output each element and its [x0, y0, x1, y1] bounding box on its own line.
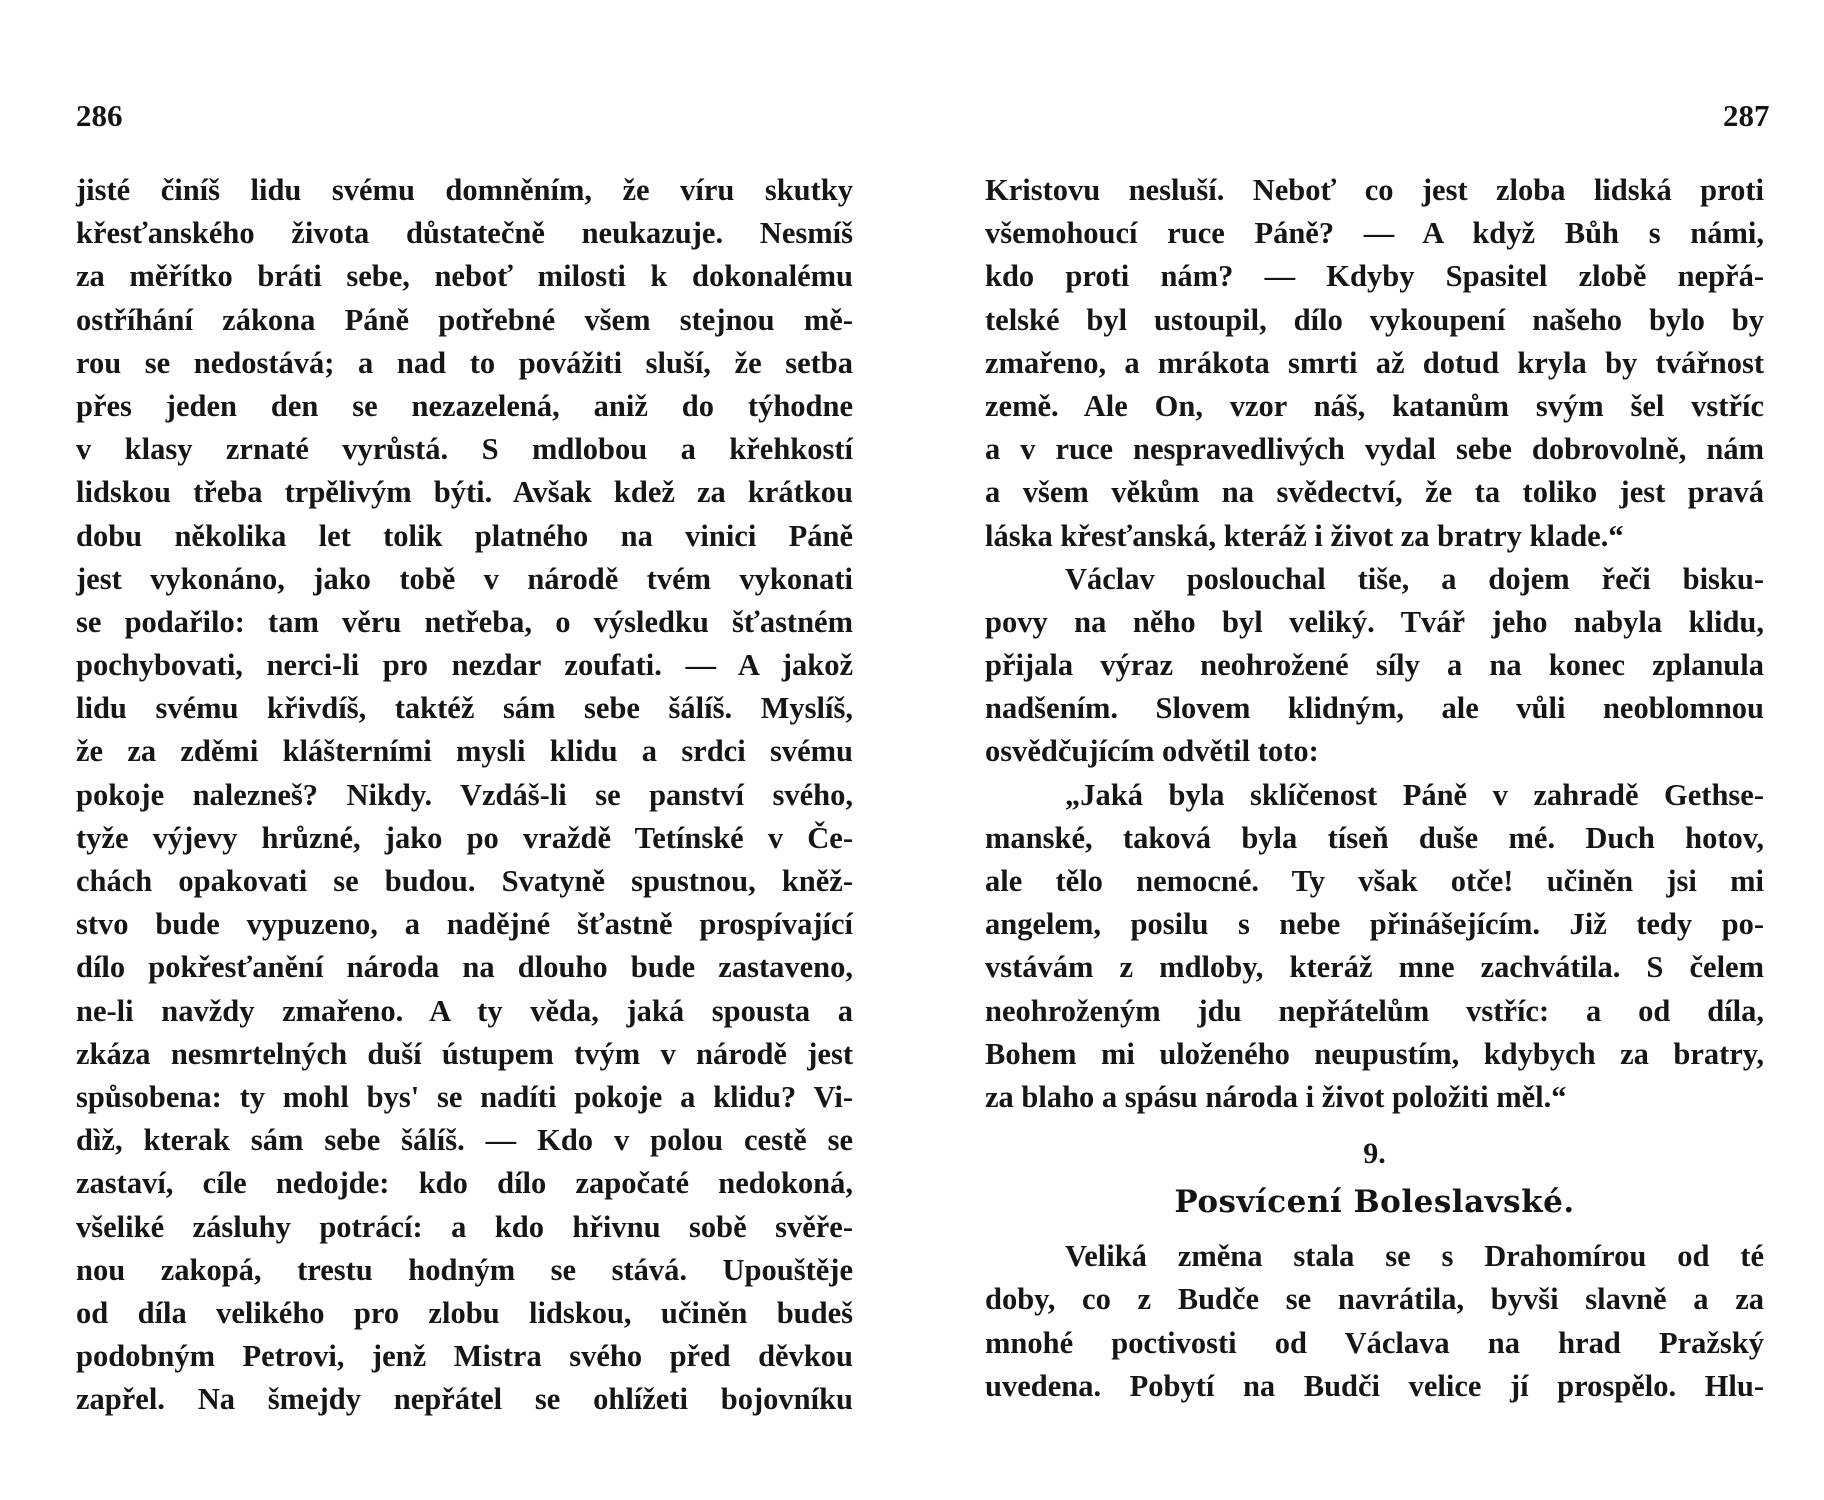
text-line: od díla velikého pro zlobu lidskou, učiněn budeš — [76, 1295, 853, 1330]
text-line: osvědčujícím odvětil toto: — [985, 734, 1319, 769]
page-number-right: 287 — [1723, 98, 1770, 133]
text-line: manské, taková byla tíseň duše mé. Duch hotov, — [985, 820, 1764, 855]
text-line: ne-li navždy zmařeno. A ty věda, jaká spousta a — [76, 993, 853, 1028]
text-line: v klasy zrnaté vyrůstá. S mdlobou a křehkostí — [76, 432, 853, 467]
paragraph-3 — [985, 774, 1764, 1120]
text-line: a v ruce nespravedlivých vydal sebe dobrovolně, nám — [985, 432, 1764, 467]
text-line: lidu svému křivdíš, taktéž sám sebe šálíš. Myslíš, — [76, 691, 853, 726]
text-line: doby, co z Budče se navrátila, byvši slavně a za — [985, 1282, 1764, 1317]
text-line: chách opakovati se budou. Svatyně spustnou, kněž- — [76, 864, 853, 898]
text-line: a všem věkům na svědectví, že ta toliko jest pravá — [985, 475, 1764, 510]
text-line: kdo proti nám? — Kdyby Spasitel zlobě nepřá- — [985, 259, 1764, 294]
text-line: křesťanského života důstatečně neukazuje. Nesmíš — [76, 216, 853, 251]
text-line: za blaho a spásu národa i život položiti měl.“ — [985, 1079, 1567, 1114]
text-line: zastaví, cíle nedojde: kdo dílo započaté nedokoná, — [76, 1166, 853, 1201]
text-line: všemohoucí ruce Páně? — A když Bůh s námi, — [985, 216, 1764, 251]
text-line: „Jaká byla sklíčenost Páně v zahradě Gethse- — [1065, 777, 1764, 812]
text-line: Kristovu nesluší. Neboť co jest zloba lidská proti — [985, 173, 1764, 207]
text-line: nou zakopá, trestu hodným se stává. Upouštěje — [76, 1252, 853, 1287]
text-line: láska křesťanská, kteráž i život za bratry klade.“ — [985, 518, 1624, 553]
text-line: uvedena. Pobytí na Budči velice jí prospělo. Hlu- — [985, 1368, 1764, 1403]
text-line: všeliké zásluhy potrácí: a kdo hřivnu sobě svěře- — [76, 1209, 853, 1244]
text-line: přes jeden den se nezazelená, aniž do týhodne — [76, 388, 853, 423]
text-line: mnohé poctivosti od Václava na hrad Pražský — [985, 1325, 1764, 1360]
section-title: Posvícení Boleslavské. — [1174, 1184, 1575, 1221]
text-line: vstávám z mdloby, kteráž mne zachvátila. S čelem — [985, 950, 1764, 985]
text-line: jest vykonáno, jako tobě v národě tvém vykonati — [76, 561, 853, 596]
text-line: za měřítko bráti sebe, neboť milosti k dokonalému — [76, 259, 853, 294]
text-line: spůsobena: ty mohl bys' se nadíti pokoje a klidu? Vi- — [76, 1079, 853, 1114]
text-line: podobným Petrovi, jenž Mistra svého před děvkou — [76, 1339, 853, 1374]
right-page-text — [985, 169, 1764, 1408]
text-line: nadšením. Slovem klidným, ale vůli neoblomnou — [985, 691, 1764, 726]
text-line: ostříhání zákona Páně potřebné všem stejnou mě- — [76, 302, 853, 337]
text-line: lidskou třeba trpělivým býti. Avšak kdež za krátkou — [76, 475, 853, 510]
page-number-left: 286 — [76, 98, 123, 133]
text-line: stvo bude vypuzeno, a nadějné šťastně prospívající — [76, 907, 853, 942]
text-line: zapřel. Na šmejdy nepřátel se ohlížeti bojovníku — [76, 1382, 853, 1417]
left-page-text — [76, 169, 853, 1421]
text-line: Veliká změna stala se s Drahomírou od té — [1065, 1239, 1764, 1274]
text-line: dìž, kterak sám sebe šálíš. — Kdo v polou cestě se — [76, 1123, 853, 1158]
text-line: rou se nedostává; a nad to povážiti sluší, že setba — [76, 345, 853, 380]
section-number: 9. — [1363, 1137, 1386, 1171]
text-line: tyže výjevy hrůzné, jako po vraždě Tetínské v Če- — [76, 820, 853, 855]
text-line: země. Ale On, vzor náš, katanům svým šel vstříc — [985, 388, 1764, 423]
text-line: že za zděmi klášterními mysli klidu a srdci svému — [76, 734, 853, 769]
text-line: dobu několika let tolik platného na vinici Páně — [76, 518, 853, 553]
text-line: se podařilo: tam věru netřeba, o výsledku šťastném — [76, 604, 853, 639]
text-line: pochybovati, nerci-li pro nezdar zoufati. — A jakož — [76, 648, 853, 683]
text-line: neohroženým jdu nepřátelům vstříc: a od díla, — [985, 993, 1764, 1028]
paragraph-2 — [985, 558, 1764, 774]
text-line: zmařeno, a mrákota smrti až dotud kryla by tvářnost — [985, 345, 1764, 380]
text-line: přijala výraz neohrožené síly a na konec zplanula — [985, 648, 1764, 683]
paragraph-4 — [985, 1235, 1764, 1408]
text-line: jisté činíš lidu svému domněním, že víru skutky — [76, 173, 853, 207]
text-line: Václav poslouchal tiše, a dojem řeči bisku- — [1065, 561, 1764, 596]
text-line: angelem, posilu s nebe přinášejícím. Již tedy po- — [985, 907, 1764, 942]
text-line: telské byl ustoupil, dílo vykoupení našeho bylo by — [985, 302, 1764, 337]
text-line: zkáza nesmrtelných duší ústupem tvým v národě jest — [76, 1036, 853, 1071]
text-line: povy na něho byl veliký. Tvář jeho nabyla klidu, — [985, 604, 1764, 639]
text-line: ale tělo nemocné. Ty však otče! učiněn jsi mi — [985, 864, 1764, 898]
text-line: Bohem mi uloženého neupustím, kdybych za bratry, — [985, 1036, 1764, 1071]
text-line: dílo pokřesťanění národa na dlouho bude zastaveno, — [76, 950, 853, 985]
text-line: pokoje nalezneš? Nikdy. Vzdáš-li se panství svého, — [76, 777, 853, 812]
paragraph-1 — [985, 169, 1764, 558]
